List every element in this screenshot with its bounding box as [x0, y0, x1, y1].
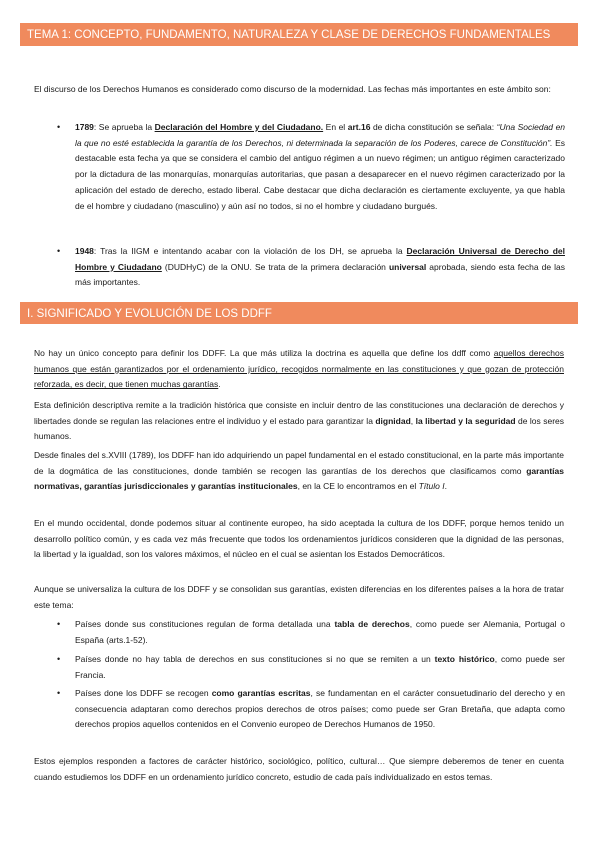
bold: como garantías escritas: [211, 688, 311, 698]
declaration-1948-link: Declaración Universal de Derecho del Hombre y Ciudadano: [75, 246, 565, 272]
bold: tabla de derechos: [334, 619, 410, 629]
list-item-france: [75, 652, 565, 683]
intro-paragraph: El discurso de los Derechos Humanos es considerado como discurso de la modernidad. Las fechas más importantes en este ámbito son:: [34, 84, 551, 94]
paragraph-western-world: En el mundo occidental, donde podemos situar al continente europeo, ha sido aceptada la cultura de los DDFF, porque hemos tenido un desarrollo político común, y es cada vez más frecuente que todos los ordenamientos jurídicos consideren que la dignidad de las personas, la libertad y la igualdad, son los valores máximos, el núcleo en el cual se asientan los Estados Democráticos.: [34, 518, 564, 560]
list-item-germany: [75, 617, 565, 648]
quote: “Una Sociedad en la que no esté establecida la garantía de los Derechos, ni determinada la separación de los Poderes, carece de Constitución”.: [75, 122, 566, 148]
bullet-icon: •: [57, 246, 61, 256]
bold: la libertad y la seguridad: [415, 415, 516, 426]
text: : Tras la IIGM e intentando acabar con la violación de los DH, se aprueba la: [93, 246, 407, 256]
text: , como puede ser Francia.: [75, 654, 565, 680]
chapter-title-banner: TEMA 1: CONCEPTO, FUNDAMENTO, NATURALEZA Y CLASE DE DERECHOS FUNDAMENTALES: [20, 23, 578, 46]
text: , como puede ser Alemania, Portugal o España (arts.1-52).: [75, 619, 565, 645]
paragraph-conclusion: Estos ejemplos responden a factores de carácter histórico, sociológico, político, cultural… Que siempre deberemos de tener en cuenta cuando estudiemos los DDFF en un ordenamiento jurídico concreto, estudio de cada país individualizado en estos temas.: [34, 756, 564, 782]
bold: dignidad: [375, 415, 411, 426]
bullet-icon: •: [57, 654, 61, 664]
text: No hay un único concepto para definir los DDFF. La que más utiliza la doctrina es aquella que define los ddff como: [34, 348, 494, 358]
text: , en la CE lo encontramos en el: [297, 481, 419, 492]
text: En el: [323, 122, 348, 132]
year-1948: 1948: [75, 246, 94, 256]
article-ref: art.16: [347, 122, 371, 132]
text: (DUDHyC) de la ONU. Se trata de la primera declaración: [161, 261, 389, 272]
declaration-1789-link: Declaración del Hombre y del Ciudadano.: [154, 122, 324, 132]
year-1789: 1789: [75, 122, 94, 132]
bullet-icon: •: [57, 688, 61, 698]
text: .: [444, 481, 447, 492]
text: Países donde no hay tabla de derechos en sus constituciones si no que se remiten a un: [75, 654, 435, 664]
italic: Título I: [418, 481, 445, 492]
list-item-britain: [75, 686, 565, 733]
section-heading-banner: I. SIGNIFICADO Y EVOLUCIÓN DE LOS DDFF: [20, 302, 578, 324]
text: aprobada, siendo esta fecha de las más importantes.: [75, 261, 565, 288]
text: Países donde sus constituciones regulan de forma detallada una: [75, 619, 335, 629]
definition-underlined: aquellos derechos humanos que están garantizados por el ordenamiento jurídico, recogidos normalmente en las constituciones y que gozan de protección reforzada, es decir, que tienen muchas garantías: [34, 348, 564, 390]
bold: garantías normativas, garantías jurisdiccionales y garantías institucionales: [34, 465, 564, 492]
text: : Se aprueba la: [93, 122, 155, 132]
text: ,: [410, 415, 416, 426]
bullet-icon: •: [57, 619, 61, 629]
paragraph-history: [34, 448, 564, 495]
list-item-1789: [75, 120, 565, 214]
text: de dicha constitución se señala:: [370, 122, 497, 132]
text: Países done los DDFF se recogen: [75, 688, 212, 698]
text: Desde finales del s.XVIII (1789), los DDFF han ido adquiriendo un papel fundamental en el estado constitucional, en la parte más importante de la dogmática de las constituciones, donde también se recogen las garantías de los derechos que clasificamos como: [34, 450, 564, 476]
text: , se fundamentan en el carácter consuetudinario del derecho y en consecuencia adaptaran como derechos propios derechos de otros países; como puede ser Gran Bretaña, que adapta como derechos propios aquellos contenidos en el Convenio europeo de Derechos Humanos de 1950.: [75, 688, 565, 730]
text: Esta definición descriptiva remite a la tradición histórica que consiste en incluir dentro de las constituciones una declaración de derechos y libertades donde se regulan las relaciones entre el individuo y el estado para garantizar la: [34, 400, 564, 426]
paragraph-differences: Aunque se universaliza la cultura de los DDFF y se consolidan sus garantías, existen diferencias en los diferentes países a la hora de tratar este tema:: [34, 584, 564, 610]
bullet-icon: •: [57, 122, 61, 132]
list-item-1948: [75, 244, 565, 291]
text: Es destacable esta fecha ya que se considera el cambio del antiguo régimen a un nuevo régimen; un antiguo régimen caracterizado por la dictadura de las monarquías, monarquías autoritarias, que pasan a desaparecer en el nuevo régimen caracterizado por la aplicación del estado de derecho, estado liberal. Cabe destacar que dicha declaración es ciertamente excluyente, ya que habla de el hombre y ciudadano (masculino) y aún así no todos, si no el hombre y ciudadano burgués.: [75, 137, 565, 211]
text: de los seres humanos.: [34, 415, 564, 442]
paragraph-definition: [34, 346, 564, 393]
universal-bold: universal: [388, 261, 427, 272]
bold: texto histórico: [434, 654, 495, 664]
paragraph-tradition: [34, 398, 564, 445]
text: .: [218, 379, 221, 390]
